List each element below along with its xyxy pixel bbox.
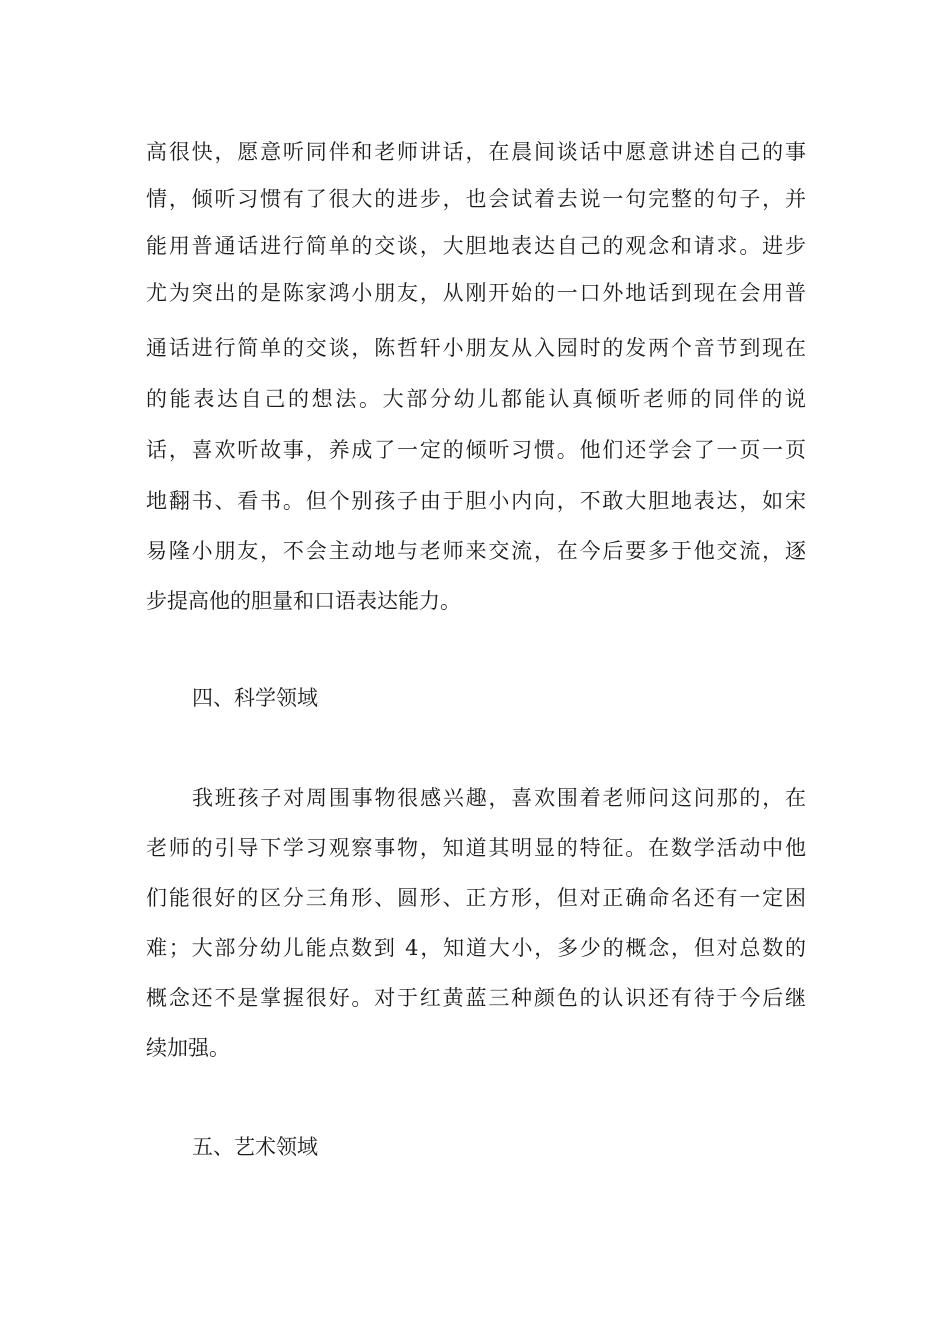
paragraph-line: 易隆小朋友，不会主动地与老师来交流，在今后要多于他交流，逐 [146, 539, 806, 563]
paragraph-line: 们能很好的区分三角形、圆形、正方形，但对正确命名还有一定困 [146, 886, 806, 910]
paragraph-line: 我班孩子对周围事物很感兴趣，喜欢围着老师问这问那的，在 [192, 786, 806, 810]
paragraph-line: 步提高他的胆量和口语表达能力。 [146, 589, 461, 613]
paragraph-line: 的能表达自己的想法。大部分幼儿都能认真倾听老师的同伴的说 [146, 387, 806, 411]
paragraph-line: 高很快，愿意听同伴和老师讲话，在晨间谈话中愿意讲述自己的事 [146, 140, 806, 164]
paragraph-line: 通话进行简单的交谈，陈哲轩小朋友从入园时的发两个音节到现在 [146, 336, 806, 360]
paragraph-line: 老师的引导下学习观察事物，知道其明显的特征。在数学活动中他 [146, 836, 806, 860]
section-heading-art: 五、艺术领域 [192, 1135, 318, 1159]
paragraph-line: 情，倾听习惯有了很大的进步，也会试着去说一句完整的句子，并 [146, 187, 806, 211]
paragraph-line: 地翻书、看书。但个别孩子由于胆小内向，不敢大胆地表达，如宋 [146, 489, 806, 513]
paragraph-line: 话，喜欢听故事，养成了一定的倾听习惯。他们还学会了一页一页 [146, 438, 806, 462]
paragraph-line: 尤为突出的是陈家鸿小朋友，从刚开始的一口外地话到现在会用普 [146, 281, 806, 305]
paragraph-line: 续加强。 [146, 1036, 230, 1060]
section-heading-science: 四、科学领域 [192, 686, 318, 710]
paragraph-line: 能用普通话进行简单的交谈，大胆地表达自己的观念和请求。进步 [146, 234, 806, 258]
paragraph-line: 难；大部分幼儿能点数到 4，知道大小，多少的概念，但对总数的 [146, 936, 806, 960]
paragraph-line: 概念还不是掌握很好。对于红黄蓝三种颜色的认识还有待于今后继 [146, 986, 806, 1010]
